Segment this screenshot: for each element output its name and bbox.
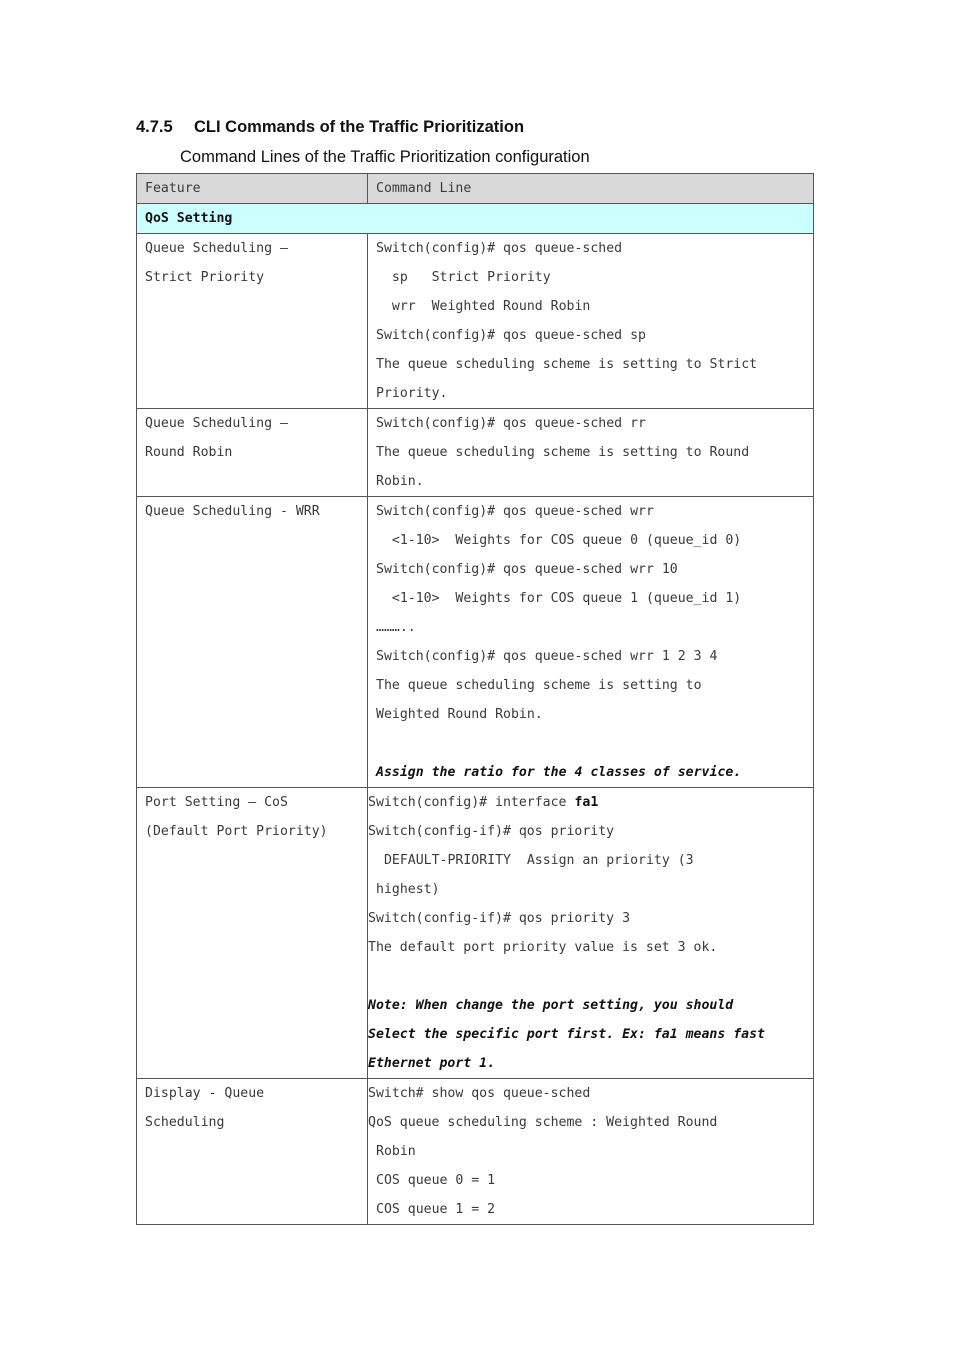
- command-line: [376, 438, 805, 467]
- command-text: QoS queue scheduling scheme : Weighted Round: [368, 1115, 718, 1130]
- section-title: CLI Commands of the Traffic Prioritization: [194, 118, 525, 136]
- command-text: DEFAULT-PRIORITY Assign an priority (3: [376, 853, 694, 868]
- command-line: [376, 671, 805, 700]
- section-number: 4.7.5: [136, 118, 173, 136]
- command-line: [376, 700, 805, 729]
- command-text: Switch(config)# interface: [368, 795, 575, 810]
- command-text: The queue scheduling scheme is setting to Strict: [376, 357, 758, 372]
- command-text: Switch(config-if)# qos priority: [368, 824, 615, 839]
- command-line: [376, 642, 805, 671]
- table-header-row: [137, 174, 814, 204]
- command-text: ………..: [376, 620, 416, 635]
- command-line: [376, 875, 805, 904]
- command-line: [376, 613, 805, 642]
- feature-cell: [137, 1079, 368, 1225]
- command-line: [368, 933, 805, 962]
- section-row: [137, 204, 814, 234]
- command-port-name: fa1: [574, 795, 599, 810]
- feature-line: Scheduling: [145, 1115, 225, 1130]
- command-line: [376, 584, 805, 613]
- section-row-label: QoS Setting: [137, 204, 814, 234]
- command-text: Switch(config)# qos queue-sched wrr 10: [376, 562, 678, 577]
- command-text: Switch(config)# qos queue-sched wrr: [376, 504, 654, 519]
- feature-line: Strict Priority: [145, 270, 265, 285]
- command-line: [368, 904, 805, 933]
- cli-commands-table: [136, 173, 814, 1225]
- table-caption: Command Lines of the Traffic Prioritization configuration: [180, 148, 590, 166]
- feature-cell: [137, 234, 368, 409]
- feature-cell: [137, 409, 368, 497]
- command-line: [368, 788, 805, 817]
- feature-line: (Default Port Priority): [145, 824, 328, 839]
- command-text: Assign the ratio for the 4 classes of service.: [376, 765, 742, 780]
- command-text: Switch(config)# qos queue-sched wrr 1 2 3 4: [376, 649, 718, 664]
- command-text: highest): [376, 882, 440, 897]
- command-line: [376, 962, 805, 991]
- command-text: Switch(config)# qos queue-sched: [376, 241, 623, 256]
- command-cell: [368, 497, 814, 788]
- command-text: Switch(config-if)# qos priority 3: [368, 911, 631, 926]
- feature-line: Queue Scheduling –: [145, 416, 288, 431]
- section-heading: [136, 118, 524, 137]
- feature-cell: [137, 788, 368, 1079]
- command-line: [376, 729, 805, 758]
- command-line: [376, 467, 805, 496]
- feature-cell: [137, 497, 368, 788]
- command-line: [368, 1079, 805, 1108]
- command-text: The queue scheduling scheme is setting to: [376, 678, 702, 693]
- command-line: [376, 234, 805, 263]
- command-line: [368, 817, 805, 846]
- command-line: [368, 1108, 805, 1137]
- command-text: COS queue 0 = 1: [376, 1173, 496, 1188]
- command-text: Weighted Round Robin.: [376, 707, 543, 722]
- command-line: [376, 497, 805, 526]
- command-line: [376, 379, 805, 408]
- command-text: Select the specific port first. Ex: fa1 means fast: [368, 1027, 765, 1042]
- command-note-line: [368, 1020, 805, 1049]
- command-text: <1-10> Weights for COS queue 1 (queue_id 1): [376, 591, 742, 606]
- command-text: Switch(config)# qos queue-sched rr: [376, 416, 646, 431]
- command-cell: [368, 788, 814, 1079]
- feature-line: Round Robin: [145, 445, 233, 460]
- feature-line: Display - Queue: [145, 1086, 265, 1101]
- command-text: Ethernet port 1.: [368, 1056, 496, 1071]
- command-cell: [368, 234, 814, 409]
- table-row: [137, 788, 814, 1079]
- feature-line: Port Setting – CoS: [145, 795, 288, 810]
- table-row: [137, 409, 814, 497]
- command-text: Robin.: [376, 474, 424, 489]
- table-row: [137, 497, 814, 788]
- command-text: Robin: [376, 1144, 416, 1159]
- command-text: Switch# show qos queue-sched: [368, 1086, 591, 1101]
- command-text: Note: When change the port setting, you should: [368, 998, 734, 1013]
- command-line: [376, 526, 805, 555]
- command-note-line: [368, 991, 805, 1020]
- command-line: [376, 555, 805, 584]
- command-note-line: [376, 758, 805, 787]
- command-text: Priority.: [376, 386, 448, 401]
- command-text: sp Strict Priority: [376, 270, 551, 285]
- command-line: [376, 1195, 805, 1224]
- command-text: wrr Weighted Round Robin: [376, 299, 591, 314]
- feature-line: Queue Scheduling –: [145, 241, 288, 256]
- table-row: [137, 1079, 814, 1225]
- command-line: [376, 846, 805, 875]
- command-line: [376, 1166, 805, 1195]
- command-text: COS queue 1 = 2: [376, 1202, 496, 1217]
- command-note-line: [368, 1049, 805, 1078]
- command-text: Switch(config)# qos queue-sched sp: [376, 328, 646, 343]
- feature-line: Queue Scheduling - WRR: [145, 504, 320, 519]
- command-cell: [368, 1079, 814, 1225]
- header-command-line: Command Line: [368, 174, 814, 204]
- command-text: The queue scheduling scheme is setting to Round: [376, 445, 750, 460]
- command-line: [376, 263, 805, 292]
- command-cell: [368, 409, 814, 497]
- command-line: [376, 350, 805, 379]
- header-feature: Feature: [137, 174, 368, 204]
- command-line: [376, 321, 805, 350]
- command-line: [376, 292, 805, 321]
- command-line: [376, 409, 805, 438]
- command-text: The default port priority value is set 3 ok.: [368, 940, 718, 955]
- table-row: [137, 234, 814, 409]
- command-line: [376, 1137, 805, 1166]
- command-text: <1-10> Weights for COS queue 0 (queue_id 0): [376, 533, 742, 548]
